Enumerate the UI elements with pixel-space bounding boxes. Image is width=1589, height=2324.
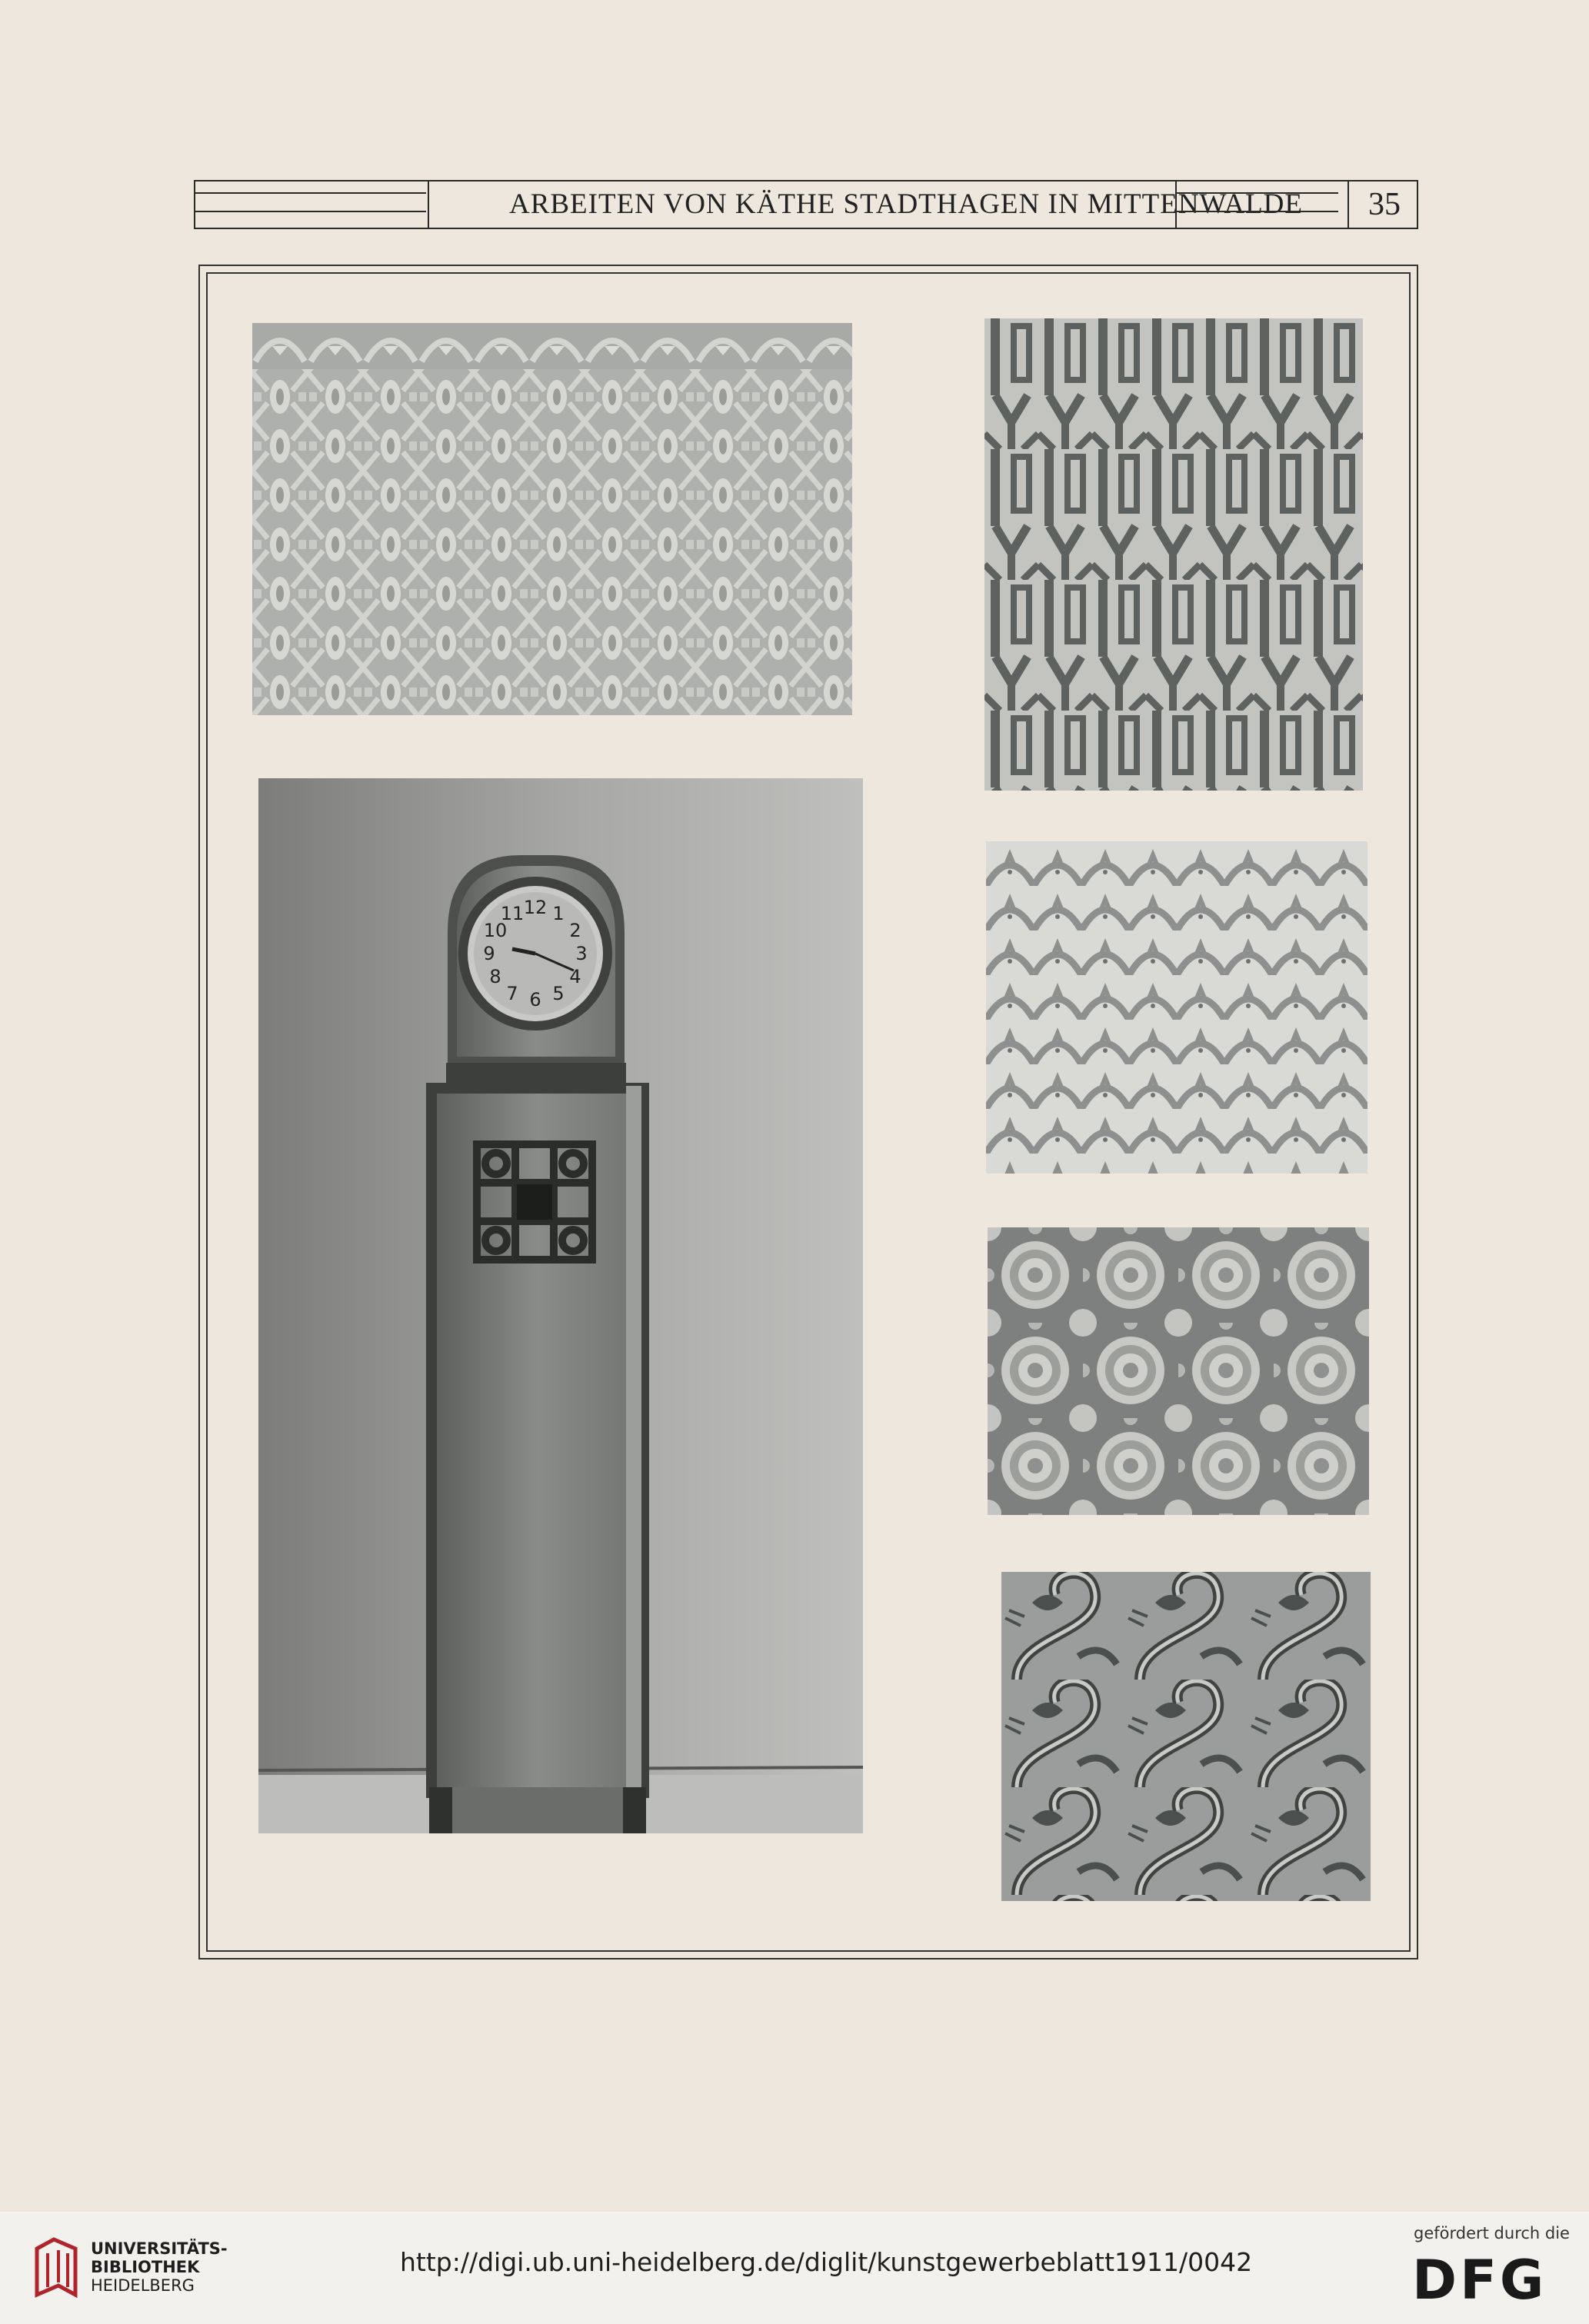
lattice-pattern-icon <box>252 323 852 715</box>
clock-dial-numeral: 10 <box>483 920 508 941</box>
clock-dial-numeral: 4 <box>569 966 581 987</box>
wallpaper-plate-paisley-scrolls <box>1001 1572 1371 1901</box>
grandfather-clock-icon <box>258 778 863 1833</box>
clock-dial-numeral: 11 <box>500 903 525 924</box>
clock-dial-numeral: 6 <box>529 989 541 1011</box>
running-header <box>194 180 1418 229</box>
clock-dial-numeral: 5 <box>552 983 565 1004</box>
header-title: ARBEITEN VON KÄTHE STADTHAGEN IN MITTENWALDE <box>508 188 1303 220</box>
leaf-scale-pattern-icon <box>986 841 1367 1174</box>
wallpaper-plate-arrow-stripes <box>984 318 1363 791</box>
clock-dial-numeral: 2 <box>569 920 581 941</box>
wallpaper-plate-lattice <box>252 323 852 715</box>
arrow-stripe-pattern-icon <box>984 318 1363 791</box>
clock-dial-numeral: 3 <box>575 943 588 964</box>
wallpaper-plate-leaf-scales <box>986 841 1367 1174</box>
wallpaper-plate-circle-rosettes <box>988 1227 1369 1515</box>
library-line-1: UNIVERSITÄTS- <box>91 2239 228 2258</box>
circle-rosette-pattern-icon <box>988 1227 1369 1515</box>
header-divider <box>1175 181 1177 228</box>
document-url-link[interactable]: http://digi.ub.uni-heidelberg.de/diglit/kunstgewerbeblatt1911/0042 <box>400 2247 1253 2277</box>
clock-dial-numeral: 1 <box>552 903 565 924</box>
library-name <box>91 2239 228 2295</box>
clock-dial-numeral: 7 <box>506 983 518 1004</box>
library-line-3: HEIDELBERG <box>91 2276 195 2295</box>
clock-dial-numeral: 8 <box>489 966 501 987</box>
header-divider <box>428 181 429 228</box>
clock-dial-numeral: 12 <box>523 897 548 918</box>
clock-dial-numeral: 9 <box>483 943 495 964</box>
funded-by-label: gefördert durch die <box>1414 2224 1570 2242</box>
header-rule <box>195 211 426 212</box>
header-rule <box>1177 211 1338 212</box>
header-rule <box>1177 192 1338 194</box>
library-logo-icon <box>31 2233 82 2301</box>
library-line-2: BIBLIOTHEK <box>91 2258 200 2276</box>
clock-photograph <box>258 778 863 1833</box>
dfg-logo: DFG <box>1412 2249 1547 2312</box>
page-number: 35 <box>1368 187 1401 222</box>
paisley-scroll-pattern-icon <box>1001 1572 1371 1901</box>
header-rule <box>195 192 426 194</box>
